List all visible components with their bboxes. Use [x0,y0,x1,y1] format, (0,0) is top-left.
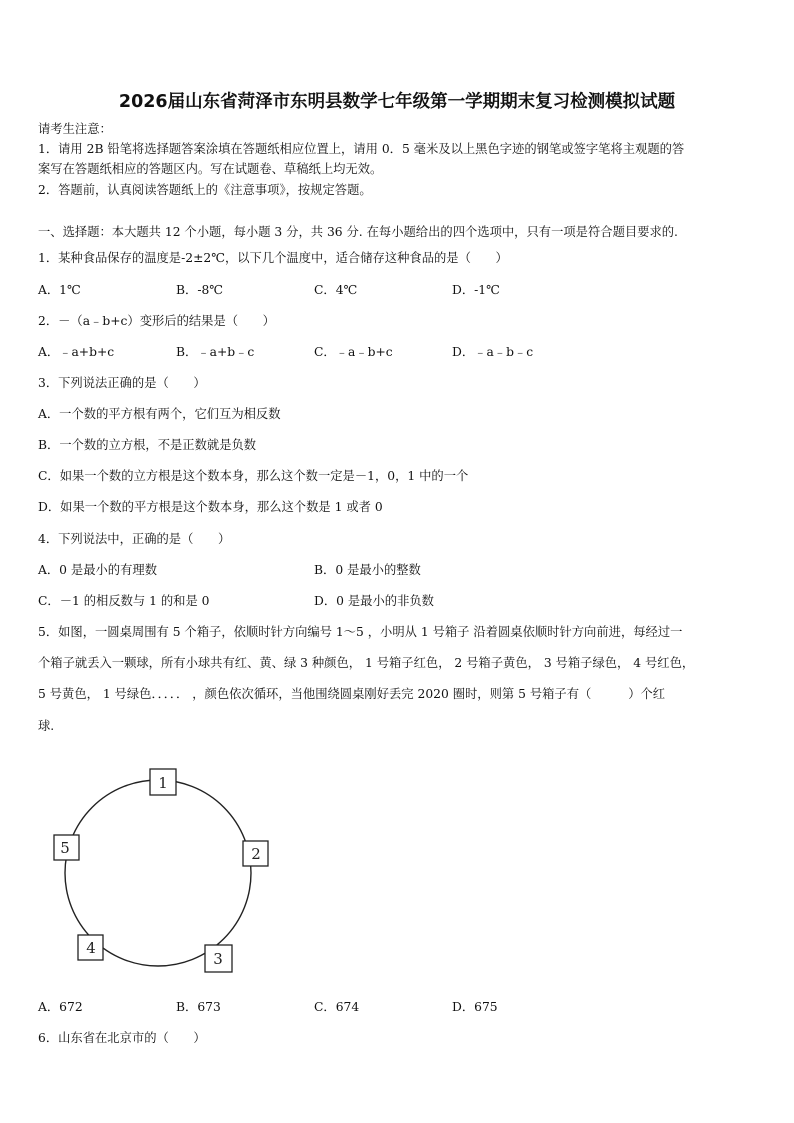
question-5-line-1: 5．如图，一圆桌周围有 5 个箱子，依顺时针方向编号 1～5 ，小明从 1 号箱子 沿着圆桌依顺时针方向前进，每经过一 [38,625,683,639]
box-5-label: 5 [60,839,70,857]
question-5-option-b: B．673 [176,1000,221,1014]
box-5 [54,835,79,860]
notice-item-1b: 案写在答题纸相应的答题区内。写在试题卷、草稿纸上均无效。 [38,162,383,176]
round-table-figure [48,765,288,980]
section-heading: 一、选择题：本大题共 12 个小题，每小题 3 分，共 36 分. 在每小题给出的四个选项中，只有一项是符合题目要求的. [38,225,678,239]
question-1-option-d: D．-1℃ [452,283,500,297]
question-4-option-b: B．0 是最小的整数 [314,563,421,577]
question-2-option-a: A．﹣a+b+c [38,345,115,359]
question-1-stem: 1．某种食品保存的温度是-2±2℃，以下几个温度中，适合储存这种食品的是（ ） [38,251,508,265]
box-2-label: 2 [251,845,261,863]
box-3 [205,945,232,972]
question-3-option-c: C．如果一个数的立方根是这个数本身，那么这个数一定是－1，0，1 中的一个 [38,469,469,483]
question-4-stem: 4．下列说法中，正确的是（ ） [38,532,231,546]
question-2-option-c: C．﹣a﹣b+c [314,345,393,359]
question-4-option-c: C．－1 的相反数与 1 的和是 0 [38,594,210,608]
question-5-line-4: 球. [38,719,55,733]
page-title: 2026届山东省菏泽市东明县数学七年级第一学期期末复习检测模拟试题 [118,92,676,112]
question-3-option-b: B．一个数的立方根，不是正数就是负数 [38,438,257,452]
question-1-option-b: B．-8℃ [176,283,224,297]
question-5-option-c: C．674 [314,1000,360,1014]
box-1 [150,769,176,795]
question-3-option-a: A．一个数的平方根有两个，它们互为相反数 [38,407,281,421]
notice-item-2: 2．答题前，认真阅读答题纸上的《注意事项》，按规定答题。 [38,183,372,197]
question-4-option-d: D．0 是最小的非负数 [314,594,434,608]
question-3-option-d: D．如果一个数的平方根是这个数本身，那么这个数是 1 或者 0 [38,500,383,514]
box-4 [78,935,103,960]
question-6-stem: 6．山东省在北京市的（ ） [38,1031,206,1045]
question-1-option-a: A．1℃ [38,283,81,297]
question-2-stem: 2．－（a﹣b+c）变形后的结果是（ ） [38,314,275,328]
notice-item-1a: 1．请用 2B 铅笔将选择题答案涂填在答题纸相应位置上，请用 0．5 毫米及以上黑色字迹的钢笔或签字笔将主观题的答 [38,142,685,156]
question-3-stem: 3．下列说法正确的是（ ） [38,376,206,390]
box-4-label: 4 [86,939,96,957]
notice-heading: 请考生注意： [38,122,112,136]
question-4-option-a: A．0 是最小的有理数 [38,563,157,577]
question-5-option-a: A．672 [38,1000,83,1014]
box-2 [243,841,268,866]
question-5-option-d: D．675 [452,1000,498,1014]
box-3-label: 3 [213,950,223,968]
question-5-line-2: 个箱子就丢入一颗球，所有小球共有红、黄、绿 3 种颜色， 1 号箱子红色， 2 号箱子黄色， 3 号箱子绿色， 4 号红色， [38,656,695,670]
question-2-option-b: B．﹣a+b﹣c [176,345,255,359]
question-5-line-3: 5 号黄色， 1 号绿色．．．．． ，颜色依次循环，当他围绕圆桌刚好丢完 2020 圈时，则第 5 号箱子有（ ）个红 [38,687,666,701]
box-1-label: 1 [158,774,168,792]
question-1-option-c: C．4℃ [314,283,358,297]
question-2-option-d: D．﹣a﹣b﹣c [452,345,534,359]
